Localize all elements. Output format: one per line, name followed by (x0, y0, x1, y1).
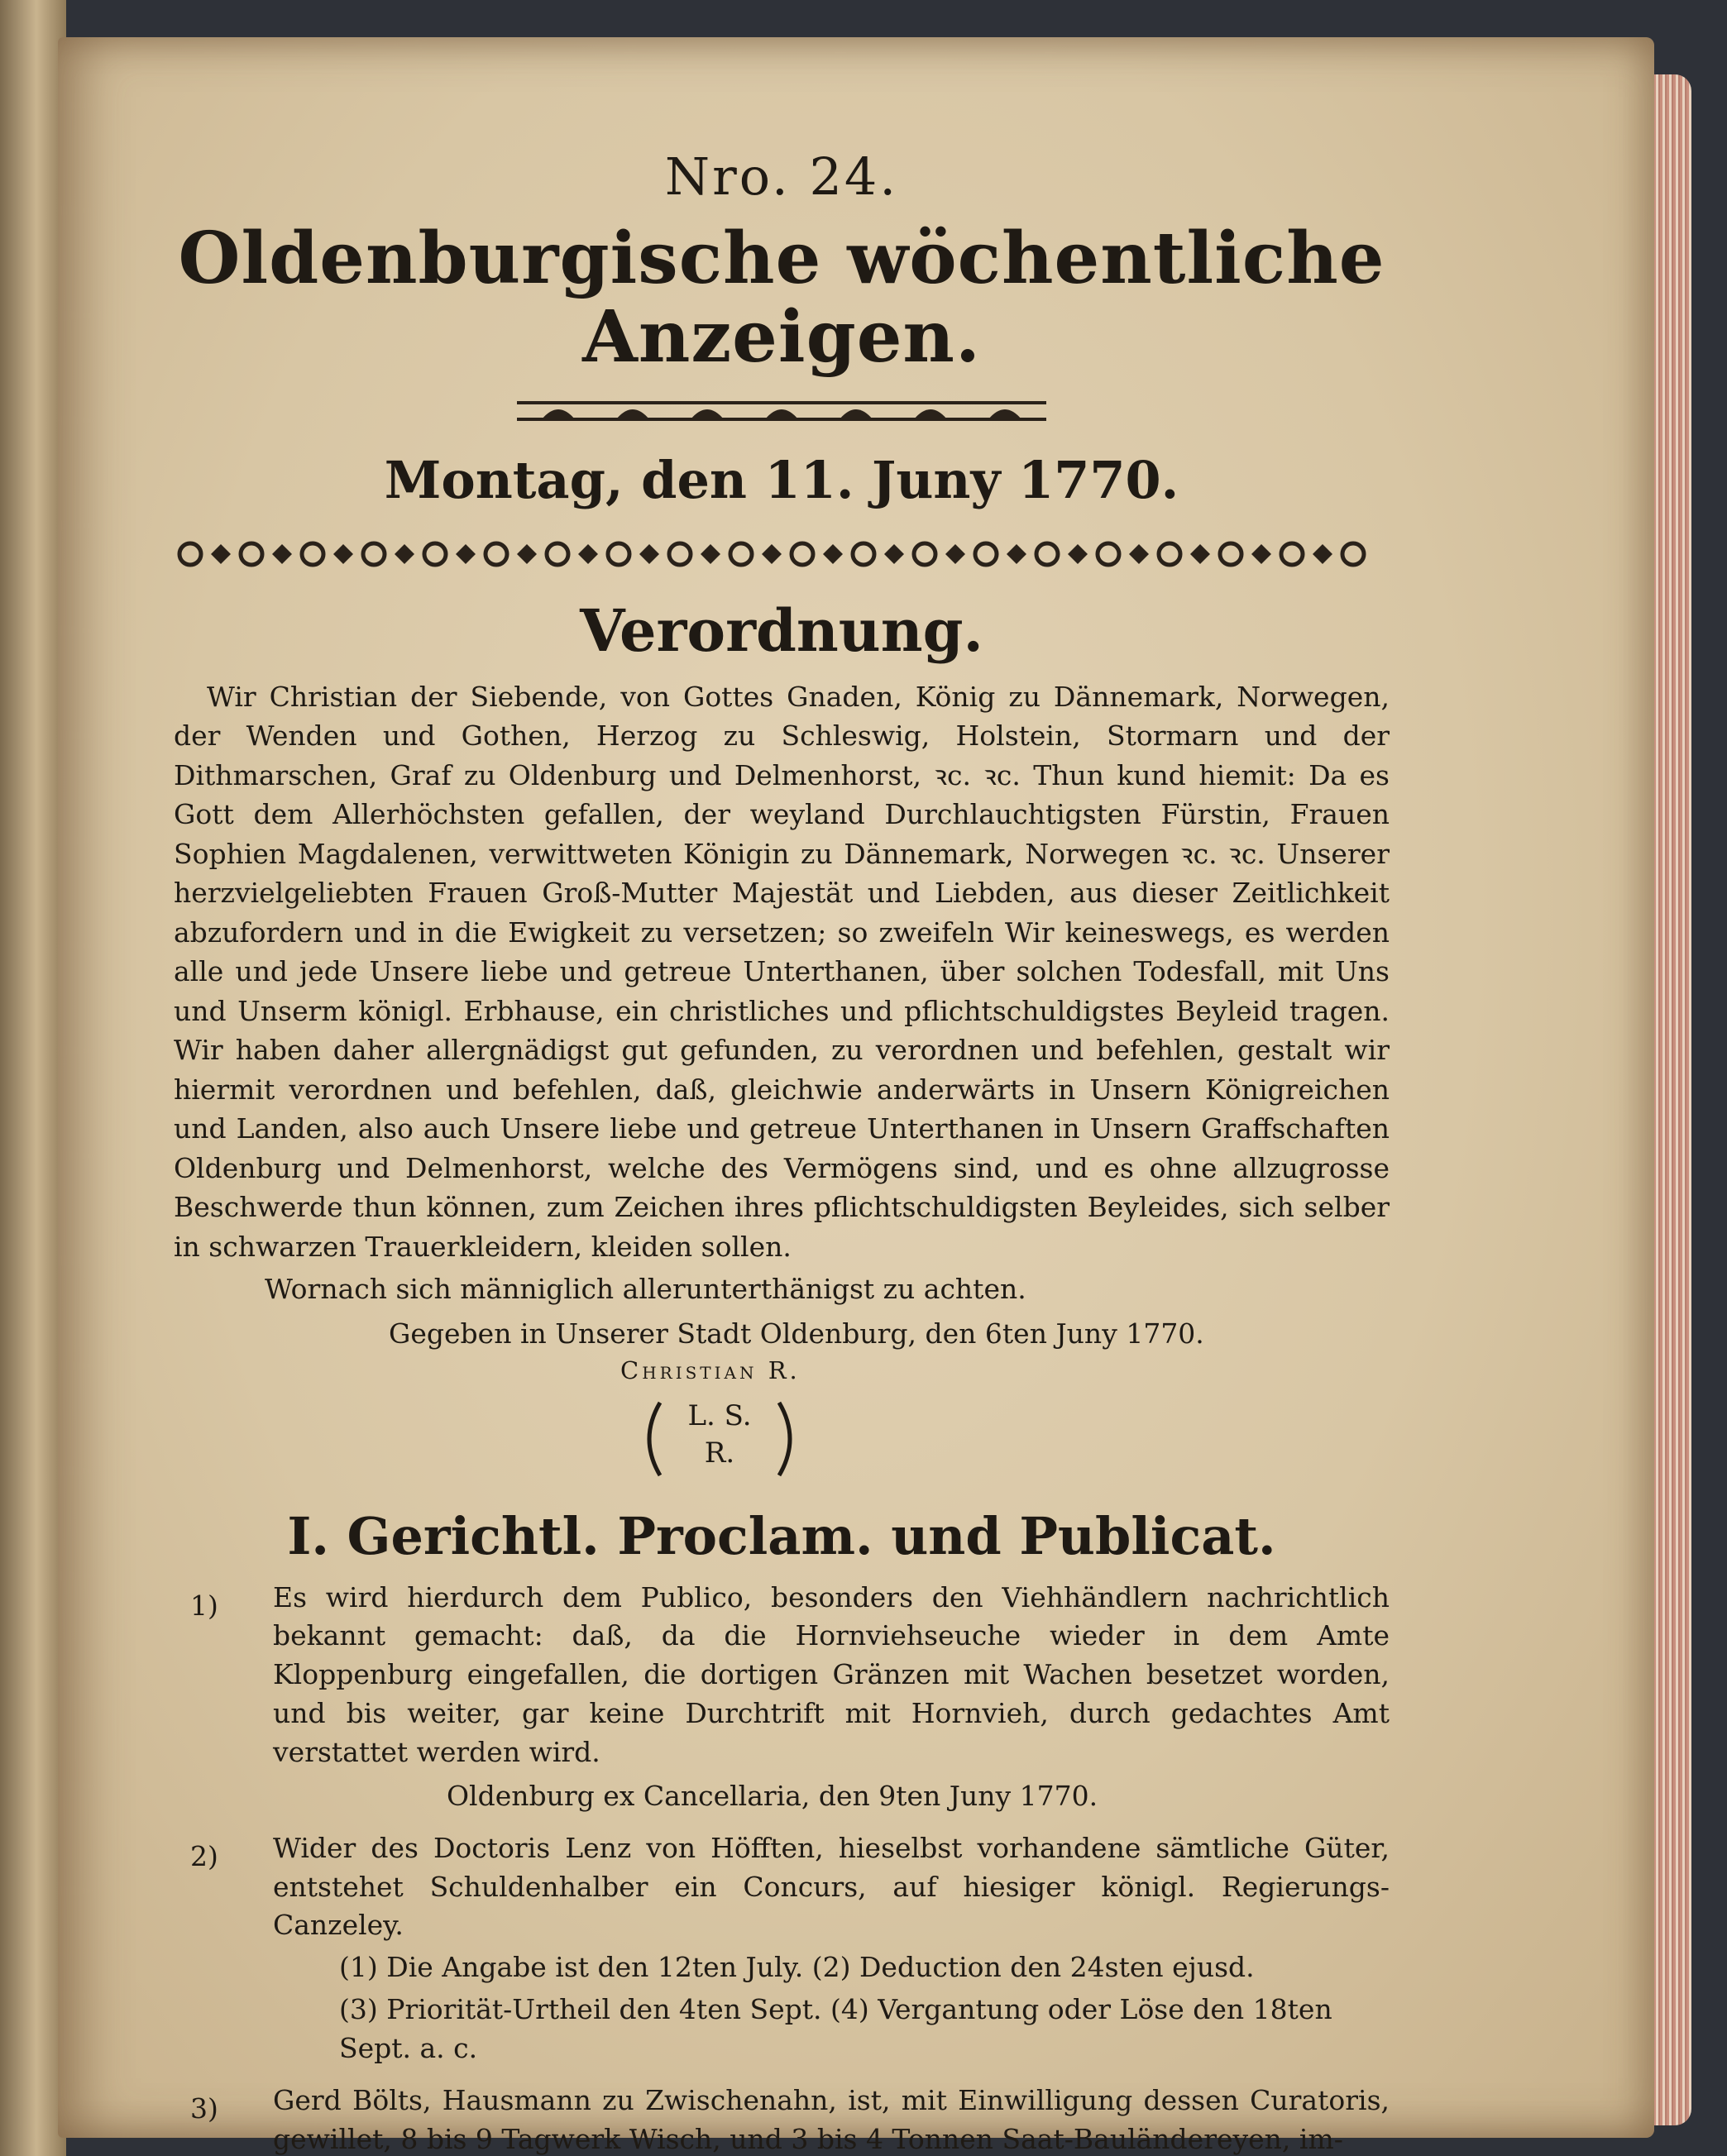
title-rule-ornament (517, 394, 1046, 428)
entry-place-date: Oldenburg ex Cancellaria, den 9ten Juny 1770. (447, 1779, 1098, 1812)
royal-signature: Christian R. (620, 1356, 801, 1385)
decree-body: Wir Christian der Siebende, von Gottes Gnaden, König zu Dännemark, Norwegen, der Wenden und Gothen, Herzog zu Schleswig, Holstein, Stormarn und der Dithmarschen, Graf zu Oldenburg und Delmenhorst, ꝛc. ꝛc. Thun kund hiemit: Da es Gott dem Allerhöchsten gefallen, der weyland Durchlauchtigsten Fürstin, Frauen Sophien Magdalenen, verwittweten Königin zu Dännemark, Norwegen ꝛc. ꝛc. Unserer herzvielgeliebten Frauen Groß-Mutter Majestät und Liebden, aus dieser Zeitlichkeit abzufordern und in die Ewigkeit zu versetzen; so zweifeln Wir keineswegs, es werden alle und jede Unsere liebe und getreue Unterthanen, über solchen Todesfall, mit Uns und Unserm königl. Erbhause, ein christliches und pflichtschuldigstes Beyleid tragen. Wir haben daher allergnädigst gut gefunden, zu verordnen und befehlen, gestalt wir hiermit verordnen und befehlen, daß, gleichwie anderwärts in Unsern Königreichen und Landen, also auch Unsere liebe und getreue Unterthanen in Unsern Graffschaften Oldenburg und Delmenhorst, welche des Vermögens sind, und es ohne allzugrosse Beschwerde thun können, zum Zeichen ihres pflichtschuldigsten Beyleides, sich selber in schwarzen Trauerkleidern, kleiden sollen. (174, 680, 1390, 1263)
seal-line-1: L. S. (687, 1399, 752, 1433)
ornamental-border (174, 538, 1390, 571)
entry-text: Gerd Bölts, Hausmann zu Zwischenahn, ist, mit Einwilligung dessen Curatoris, gewillet, 8 bis 9 Tagwerk Wisch, und 3 bis 4 Tonnen Saat-Bauländereyen, im- (273, 2083, 1390, 2155)
seal-line-2: R. (704, 1436, 735, 1470)
newspaper-title: Oldenburgische wöchentliche Anzeigen. (178, 217, 1385, 379)
notice-entry-3 (174, 2082, 1390, 2156)
entry-text: Wider des Doctoris Lenz von Höfften, hieselbst vorhandene sämtliche Güter, entstehet Schuldenhalber ein Concurs, auf hiesiger königl. Regierungs-Canzeley. (273, 1831, 1390, 1942)
decree-given-line: Gegeben in Unserer Stadt Oldenburg, den 6ten Juny 1770. (389, 1317, 1204, 1350)
left-page-edge (0, 0, 66, 2156)
issue-number: Nro. 24. (664, 146, 899, 207)
entry-text: Es wird hierdurch dem Publico, besonders den Viehhändlern nachrichtlich bekannt gemacht: daß, da die Hornviehseuche wieder in dem Amte Kloppenburg eingefallen, die dortigen Gränzen mit Wachen besetzet worden, und bis weiter, gar keine Durchtrift mit Hornvieh, durch gedachtes Amt verstattet werden wird. (273, 1580, 1390, 1768)
section-heading-proclam: I. Gerichtl. Proclam. und Publicat. (287, 1506, 1276, 1567)
entry-schedule-1: (1) Die Angabe ist den 12ten July. (2) Deduction den 24sten ejusd. (339, 1951, 1255, 1984)
entry-schedule-2: (3) Priorität-Urtheil den 4ten Sept. (4) Vergantung oder Löse den 18ten Sept. a. c. (339, 1993, 1332, 2064)
notice-entry-1 (174, 1579, 1390, 1772)
decree-heading: Verordnung. (580, 595, 983, 665)
entry-number: 1) (190, 1589, 218, 1622)
seal-text (637, 1398, 802, 1470)
issue-date: Montag, den 11. Juny 1770. (384, 450, 1179, 511)
entry-number: 2) (190, 1839, 218, 1872)
notice-entry-2 (174, 1829, 1390, 1946)
decree-closing: Wornach sich männiglich allerunterthänigst zu achten. (265, 1273, 1026, 1306)
page-content (174, 146, 1390, 2156)
seal-mark (637, 1398, 802, 1480)
entry-number: 3) (190, 2091, 218, 2125)
